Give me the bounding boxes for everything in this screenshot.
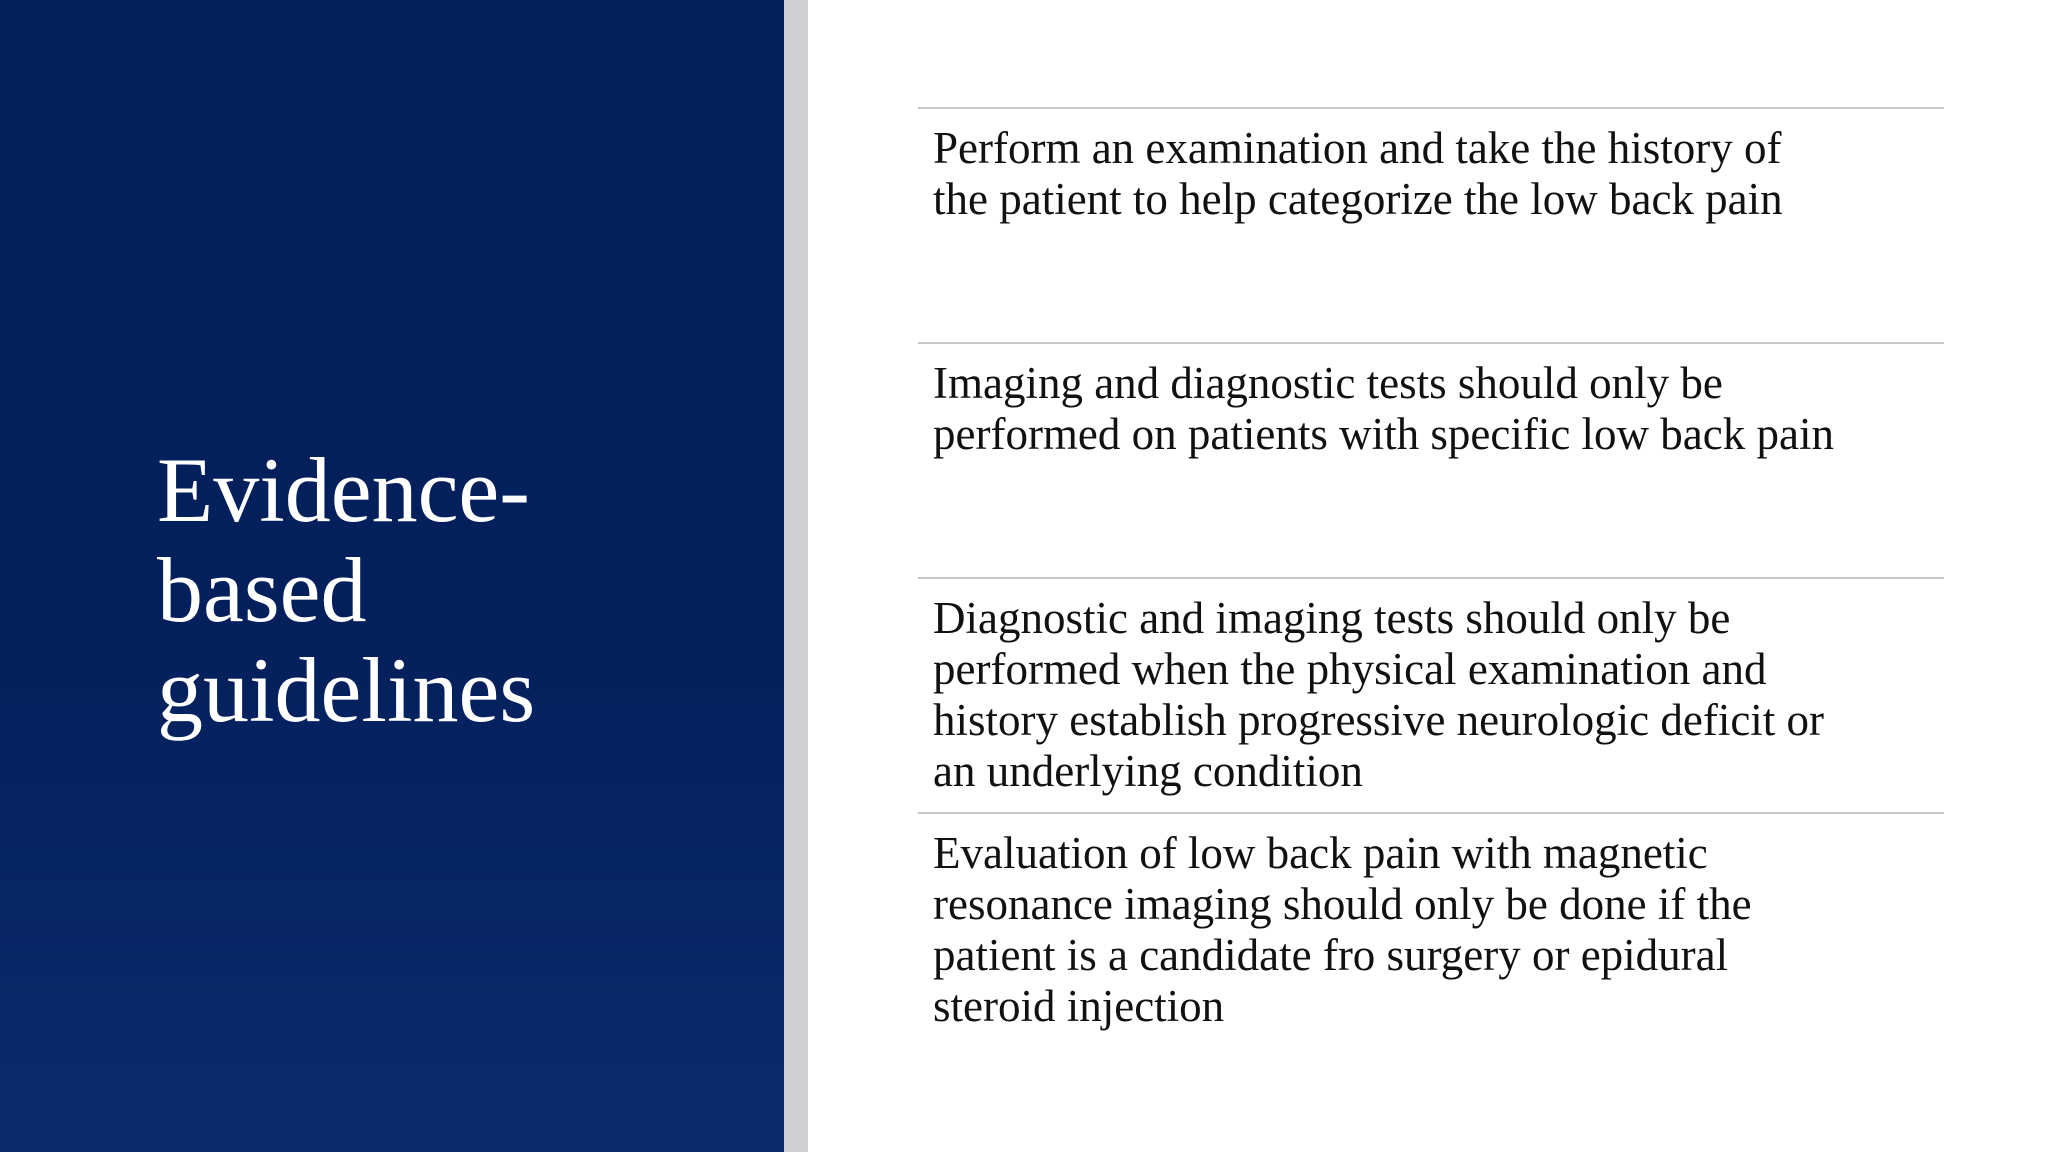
guideline-text: Imaging and diagnostic tests should only be performed on patients with specific low back pain — [933, 358, 1834, 459]
guideline-text: Evaluation of low back pain with magnetic resonance imaging should only be done if the patient is a candidate fro surgery or epidural steroid injection — [933, 828, 1752, 1031]
guideline-item-3 — [918, 577, 1944, 812]
guideline-list — [918, 107, 1944, 1047]
guideline-item-1 — [918, 107, 1944, 342]
guideline-text: Diagnostic and imaging tests should only be performed when the physical examination and history establish progressive neurologic deficit or an underlying condition — [933, 593, 1825, 796]
title-panel — [0, 0, 784, 1152]
guideline-text: Perform an examination and take the history of the patient to help categorize the low back pain — [933, 123, 1783, 224]
vertical-divider — [784, 0, 808, 1152]
guideline-item-4 — [918, 812, 1944, 1047]
guideline-item-2 — [918, 342, 1944, 577]
slide-title: Evidence- based guidelines — [157, 439, 536, 741]
